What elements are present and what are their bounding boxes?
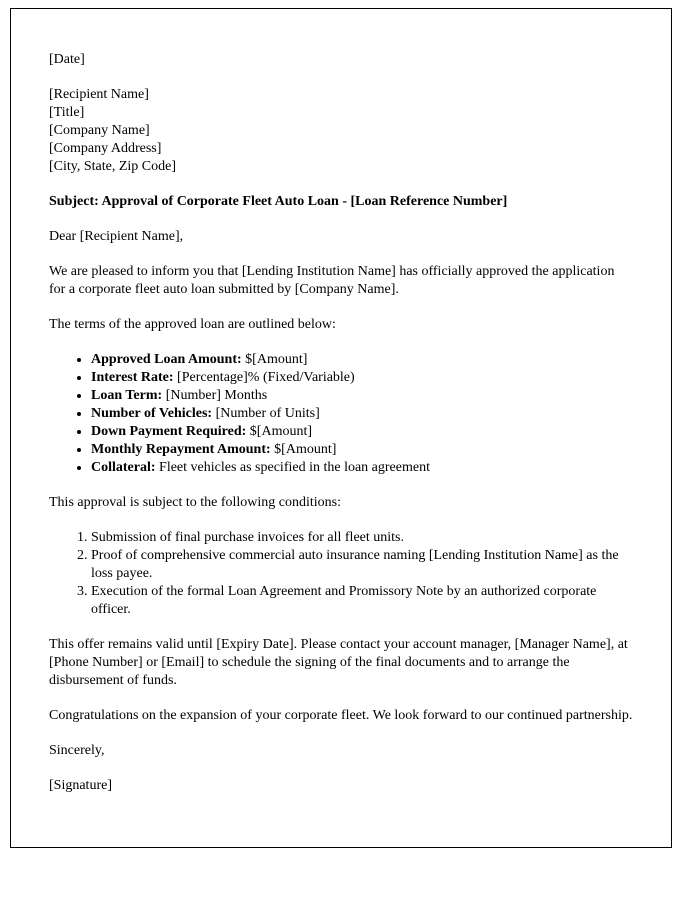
term-value: [Number] Months: [162, 388, 268, 403]
city-state-zip-line: [City, State, Zip Code]: [49, 159, 177, 174]
company-address-line: [Company Address]: [49, 141, 162, 156]
condition-item: 1. Submission of final purchase invoices for all fleet units.: [91, 529, 633, 547]
term-item-loan-term: [91, 387, 633, 405]
letter-body: [11, 9, 671, 795]
terms-intro-paragraph: The terms of the approved loan are outlined below:: [49, 317, 336, 332]
congratulations-paragraph: Congratulations on the expansion of your corporate fleet. We look forward to our continued partnership.: [49, 708, 633, 723]
term-label: Approved Loan Amount:: [91, 352, 242, 367]
term-value: [Number of Units]: [212, 406, 320, 421]
recipient-address-block: [49, 86, 633, 176]
term-item-collateral: [91, 459, 633, 477]
loan-terms-list: [49, 351, 633, 477]
term-label: Collateral:: [91, 460, 156, 475]
date-line: [Date]: [49, 52, 85, 67]
term-value: $[Amount]: [246, 424, 313, 439]
condition-item: 3. Execution of the formal Loan Agreement and Promissory Note by an authorized corporate officer.: [91, 583, 633, 619]
conditions-intro-paragraph: This approval is subject to the following conditions:: [49, 495, 342, 510]
company-name-line: [Company Name]: [49, 123, 150, 138]
offer-validity-paragraph: This offer remains valid until [Expiry Date]. Please contact your account manager, [Manager Name], at [Phone Number] or [Email] to schedule the signing of the final documents and to arrange the disbursement of funds.: [49, 637, 628, 688]
condition-item: 2. Proof of comprehensive commercial auto insurance naming [Lending Institution Name] as the loss payee.: [91, 547, 633, 583]
signature-line: [Signature]: [49, 778, 112, 793]
recipient-name-line: [Recipient Name]: [49, 87, 149, 102]
term-label: Number of Vehicles:: [91, 406, 213, 421]
term-value: $[Amount]: [270, 442, 337, 457]
recipient-title-line: [Title]: [49, 105, 85, 120]
term-label: Down Payment Required:: [91, 424, 247, 439]
term-item-interest-rate: [91, 369, 633, 387]
salutation: Dear [Recipient Name],: [49, 229, 184, 244]
term-value: $[Amount]: [241, 352, 308, 367]
term-item-down-payment: [91, 423, 633, 441]
term-label: Interest Rate:: [91, 370, 174, 385]
subject-line: Subject: Approval of Corporate Fleet Auto Loan - [Loan Reference Number]: [49, 194, 508, 209]
term-value: Fleet vehicles as specified in the loan agreement: [155, 460, 430, 475]
term-item-monthly-repayment: [91, 441, 633, 459]
conditions-list: [49, 529, 633, 619]
term-label: Loan Term:: [91, 388, 163, 403]
term-label: Monthly Repayment Amount:: [91, 442, 271, 457]
letter-document: [10, 8, 672, 848]
term-item-approved-amount: [91, 351, 633, 369]
term-item-number-of-vehicles: [91, 405, 633, 423]
term-value: [Percentage]% (Fixed/Variable): [173, 370, 355, 385]
intro-paragraph: We are pleased to inform you that [Lending Institution Name] has officially approved the application for a corporate fleet auto loan submitted by [Company Name].: [49, 264, 615, 297]
closing-line: Sincerely,: [49, 743, 105, 758]
